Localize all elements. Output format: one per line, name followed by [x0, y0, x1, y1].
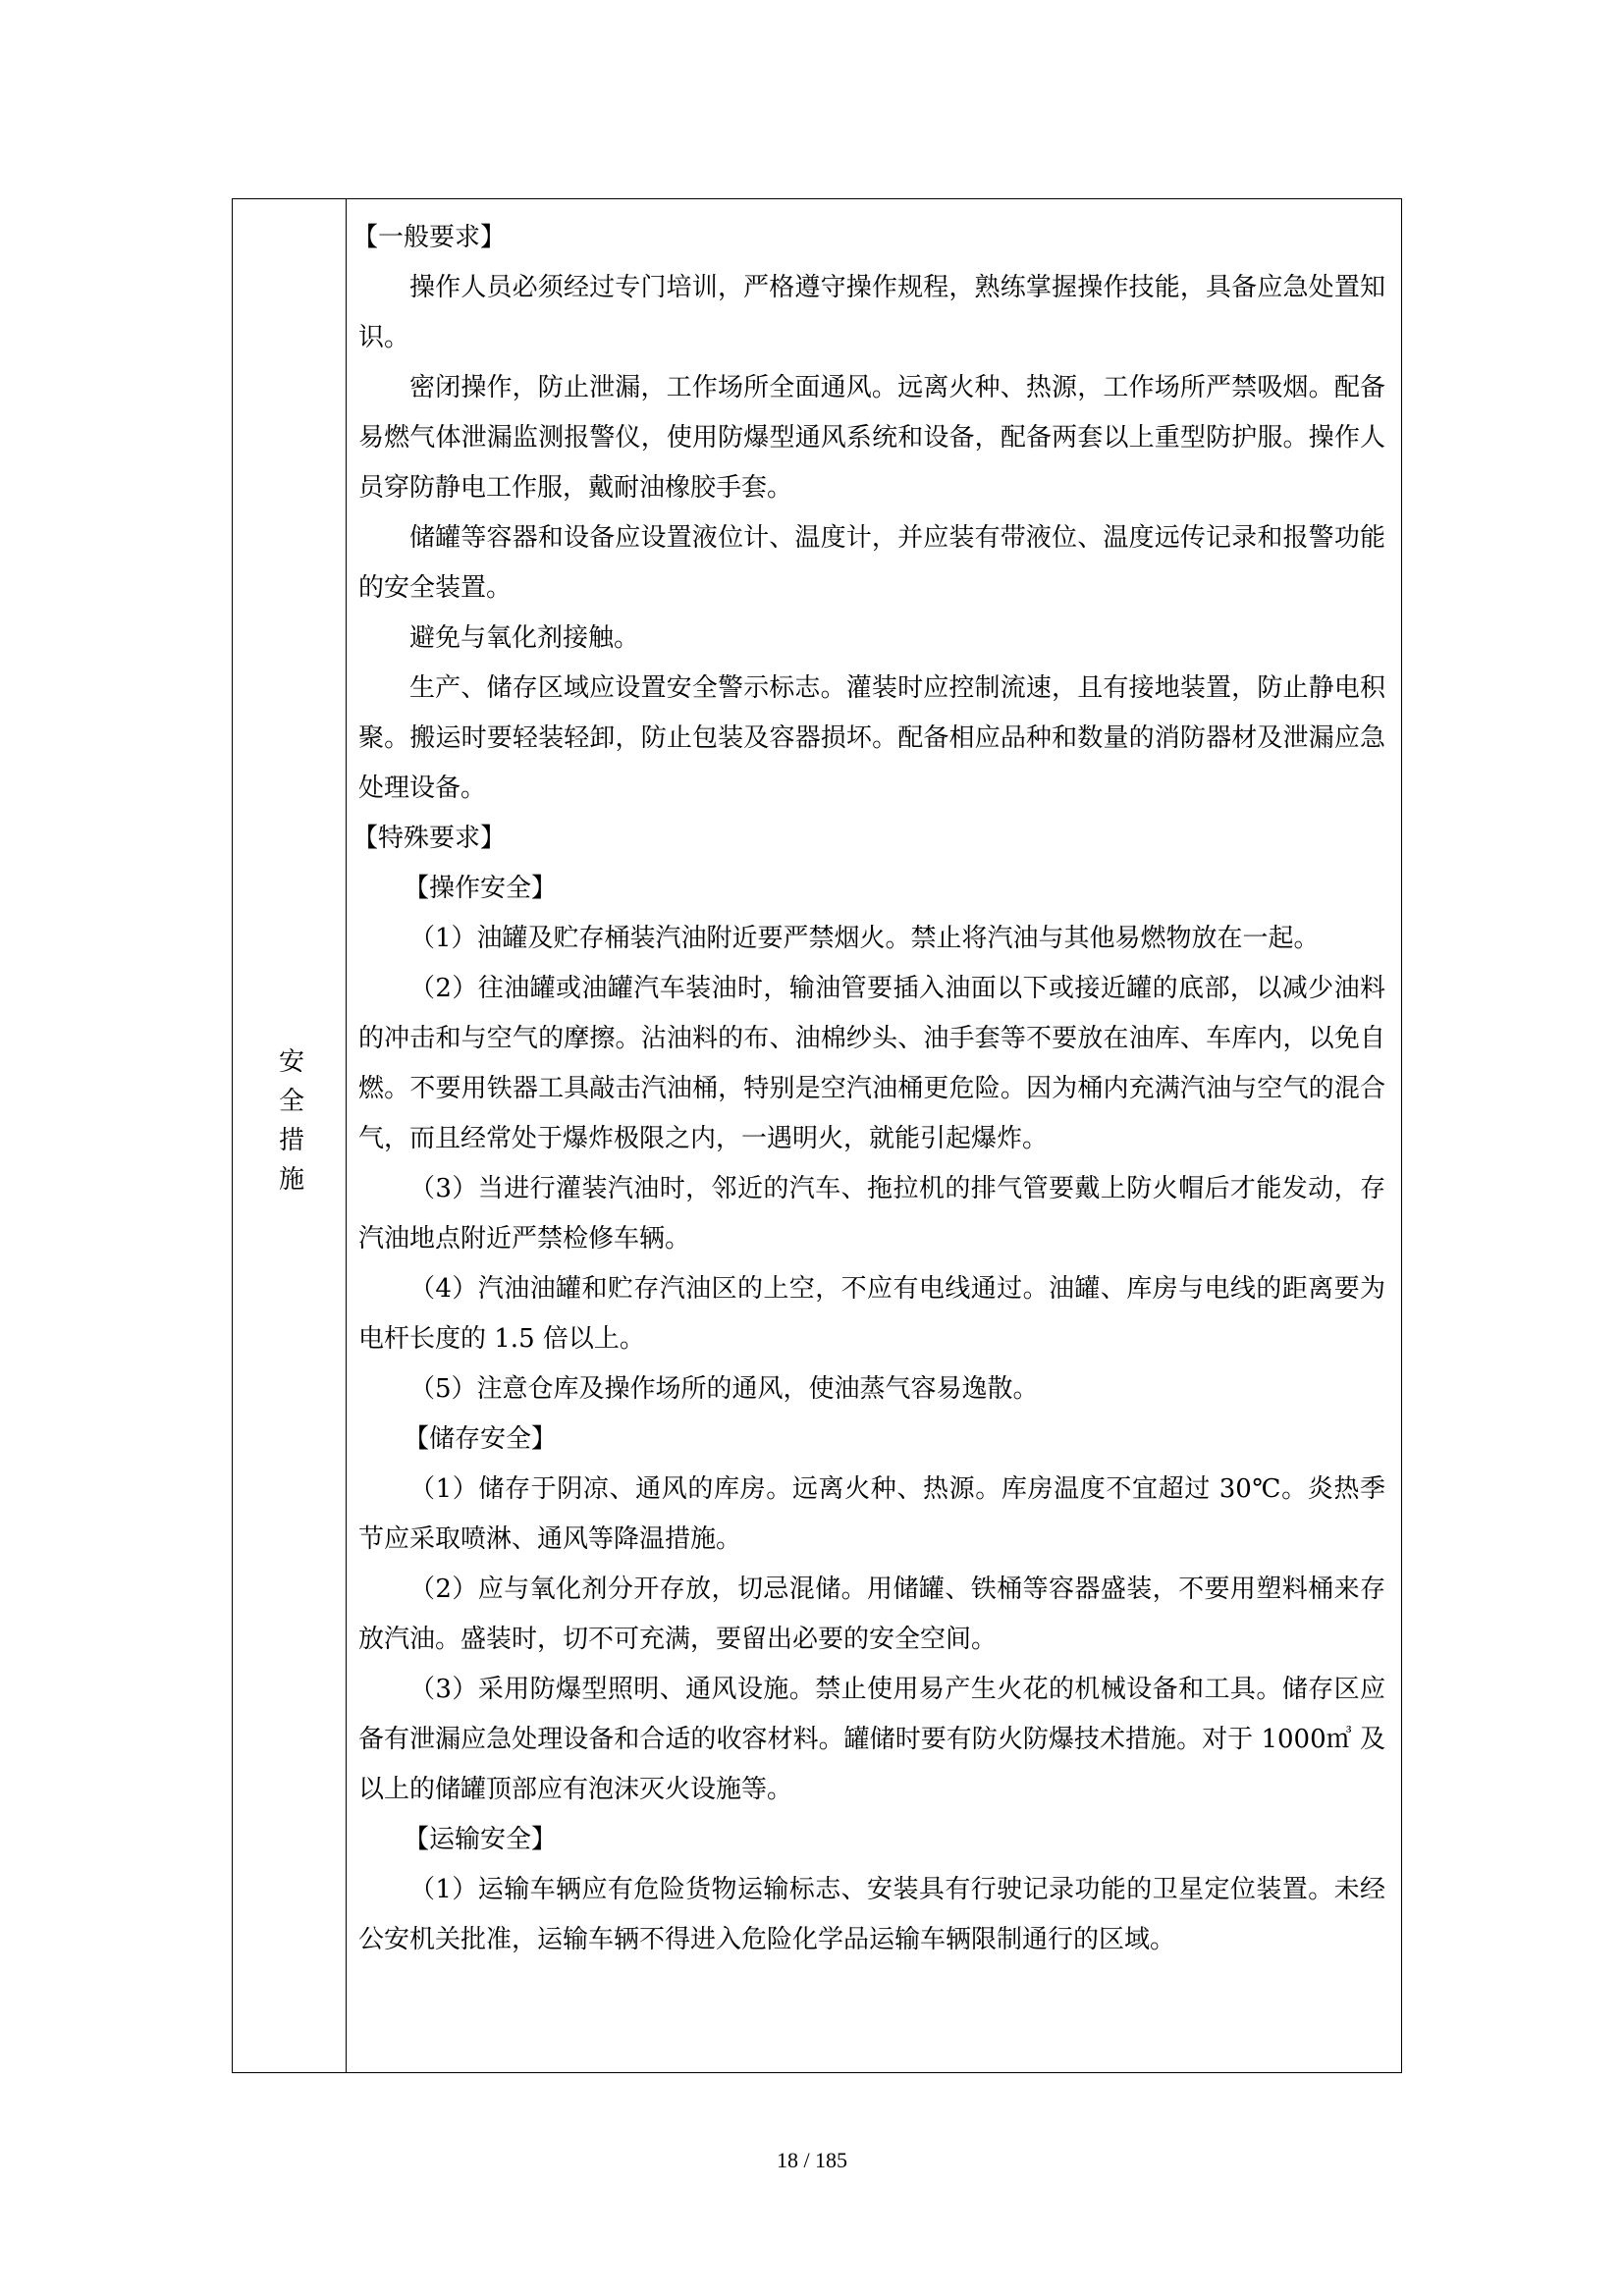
row-label: 安全措施	[274, 1047, 304, 1204]
paragraph: 密闭操作，防止泄漏，工作场所全面通风。远离火种、热源，工作场所严禁吸烟。配备易燃气体泄漏监测报警仪，使用防爆型通风系统和设备，配备两套以上重型防护服。操作人员穿防静电工作服，戴耐油橡胶手套。	[358, 373, 1385, 503]
paragraph: （1）运输车辆应有危险货物运输标志、安装具有行驶记录功能的卫星定位装置。未经公安机关批准，运输车辆不得进入危险化学品运输车辆限制通行的区域。	[358, 1875, 1385, 1954]
section-heading-special: 【特殊要求】	[352, 824, 507, 853]
subsection-heading-operation: 【操作安全】	[404, 874, 558, 903]
paragraph: 储罐等容器和设备应设置液位计、温度计，并应装有带液位、温度远传记录和报警功能的安全装置。	[358, 523, 1385, 603]
paragraph: （2）应与氧化剂分开存放，切忌混储。用储罐、铁桶等容器盛装，不要用塑料桶来存放汽油。盛装时，切不可充满，要留出必要的安全空间。	[358, 1575, 1385, 1654]
paragraph: （1）储存于阴凉、通风的库房。远离火种、热源。库房温度不宜超过 30℃。炎热季节应采取喷淋、通风等降温措施。	[358, 1474, 1385, 1554]
content-cell	[347, 199, 1401, 2072]
subsection-heading-transport: 【运输安全】	[404, 1825, 558, 1854]
section-heading-general: 【一般要求】	[352, 223, 507, 252]
paragraph: 操作人员必须经过专门培训，严格遵守操作规程，熟练掌握操作技能，具备应急处置知识。	[358, 273, 1385, 352]
paragraph: （1）油罐及贮存桶装汽油附近要严禁烟火。禁止将汽油与其他易燃物放在一起。	[409, 924, 1320, 953]
paragraph: （2）往油罐或油罐汽车装油时，输油管要插入油面以下或接近罐的底部，以减少油料的冲击和与空气的摩擦。沾油料的布、油棉纱头、油手套等不要放在油库、车库内，以免自燃。不要用铁器工具敲击汽油桶，特别是空汽油桶更危险。因为桶内充满汽油与空气的混合气，而且经常处于爆炸极限之内，一遇明火，就能引起爆炸。	[358, 974, 1385, 1153]
row-label-cell	[233, 199, 347, 2072]
subsection-heading-storage: 【储存安全】	[404, 1424, 558, 1454]
paragraph: （3）采用防爆型照明、通风设施。禁止使用易产生火花的机械设备和工具。储存区应备有泄漏应急处理设备和合适的收容材料。罐储时要有防火防爆技术措施。对于 1000㎥ 及以上的储罐顶部应有泡沫灭火设施等。	[358, 1675, 1385, 1804]
paragraph: 避免与氧化剂接触。	[409, 623, 640, 653]
paragraph: 生产、储存区域应设置安全警示标志。灌装时应控制流速，且有接地装置，防止静电积聚。搬运时要轻装轻卸，防止包装及容器损坏。配备相应品种和数量的消防器材及泄漏应急处理设备。	[358, 673, 1385, 803]
paragraph: （5）注意仓库及操作场所的通风，使油蒸气容易逸散。	[409, 1374, 1039, 1404]
page-number: 18 / 185	[776, 2148, 848, 2172]
paragraph: （4）汽油油罐和贮存汽油区的上空，不应有电线通过。油罐、库房与电线的距离要为电杆长度的 1.5 倍以上。	[358, 1274, 1385, 1354]
paragraph: （3）当进行灌装汽油时，邻近的汽车、拖拉机的排气管要戴上防火帽后才能发动，存汽油地点附近严禁检修车辆。	[358, 1174, 1385, 1254]
safety-measures-table	[232, 198, 1402, 2073]
